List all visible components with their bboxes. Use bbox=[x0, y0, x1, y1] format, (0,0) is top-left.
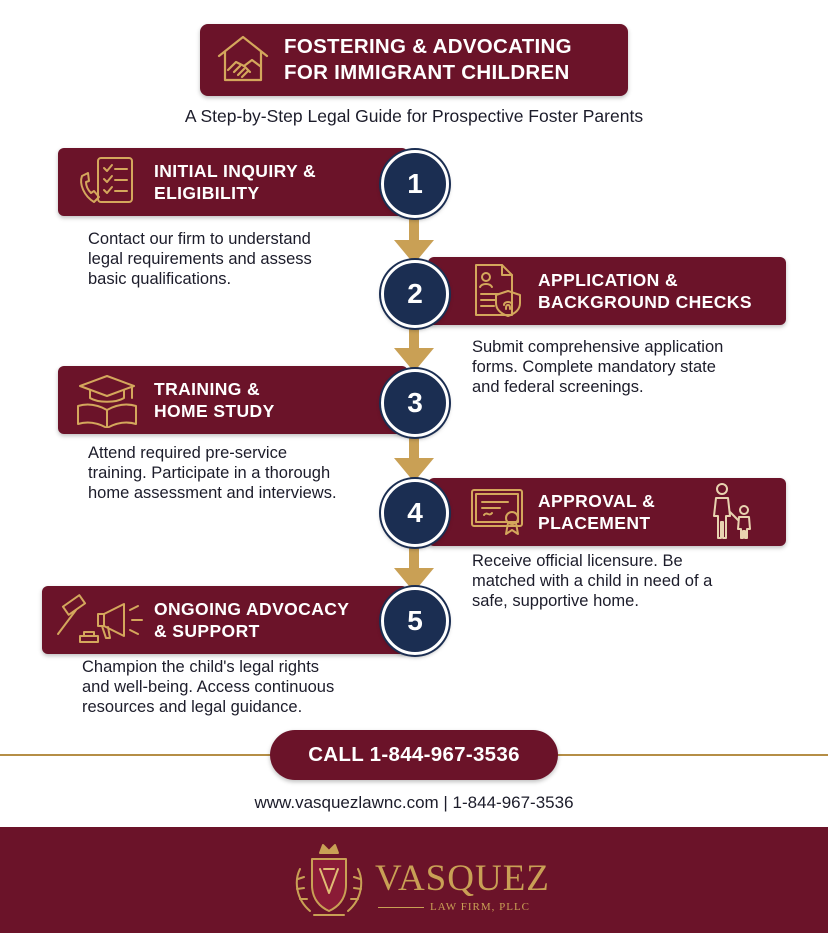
logo-subtitle: LAW FIRM, PLLC bbox=[430, 901, 531, 913]
step-1-number: 1 bbox=[381, 150, 449, 218]
page-subtitle: A Step-by-Step Legal Guide for Prospective Foster Parents bbox=[184, 106, 644, 126]
page-title: FOSTERING & ADVOCATING FOR IMMIGRANT CHILDREN bbox=[284, 35, 572, 84]
step-1-title: INITIAL INQUIRY & ELIGIBILITY bbox=[154, 161, 317, 203]
contact-info[interactable]: www.vasquezlawnc.com | 1-844-967-3536 bbox=[254, 793, 574, 812]
phone-checklist-icon bbox=[76, 154, 140, 210]
step-3-title: TRAINING & HOME STUDY bbox=[154, 379, 275, 421]
step-4-number: 4 bbox=[381, 479, 449, 547]
step-1-banner bbox=[58, 148, 408, 216]
logo-name: VASQUEZ bbox=[375, 858, 550, 899]
parent-child-icon bbox=[704, 482, 760, 542]
step-4-description: Receive official licensure. Be matched with a child in need of a safe, supportive home. bbox=[472, 552, 713, 610]
gavel-megaphone-icon bbox=[50, 594, 146, 648]
law-firm-crest-icon bbox=[286, 839, 372, 925]
step-2-description: Submit comprehensive application forms. Complete mandatory state and federal screenings. bbox=[472, 338, 724, 396]
graduation-cap-book-icon bbox=[74, 372, 140, 428]
call-button[interactable]: CALL 1-844-967-3536 bbox=[270, 730, 558, 780]
footer bbox=[0, 827, 828, 933]
logo-rule bbox=[378, 907, 424, 908]
step-5-number: 5 bbox=[381, 587, 449, 655]
step-3-banner bbox=[58, 366, 408, 434]
certificate-icon bbox=[468, 484, 528, 540]
step-4-banner bbox=[428, 478, 786, 546]
step-2-title: APPLICATION & BACKGROUND CHECKS bbox=[538, 270, 752, 312]
step-3-description: Attend required pre-service training. Participate in a thorough home assessment and interviews. bbox=[88, 444, 337, 502]
step-1-description: Contact our firm to understand legal requirements and assess basic qualifications. bbox=[88, 230, 312, 288]
step-5-banner bbox=[42, 586, 408, 654]
document-fingerprint-icon bbox=[468, 261, 528, 321]
step-5-description: Champion the child's legal rights and well-being. Access continuous resources and legal guidance. bbox=[82, 658, 335, 716]
step-3-number: 3 bbox=[381, 369, 449, 437]
step-5-title: ONGOING ADVOCACY & SUPPORT bbox=[154, 599, 350, 641]
step-2-banner bbox=[428, 257, 786, 325]
step-4-title: APPROVAL & PLACEMENT bbox=[538, 491, 656, 533]
step-2-number: 2 bbox=[381, 260, 449, 328]
